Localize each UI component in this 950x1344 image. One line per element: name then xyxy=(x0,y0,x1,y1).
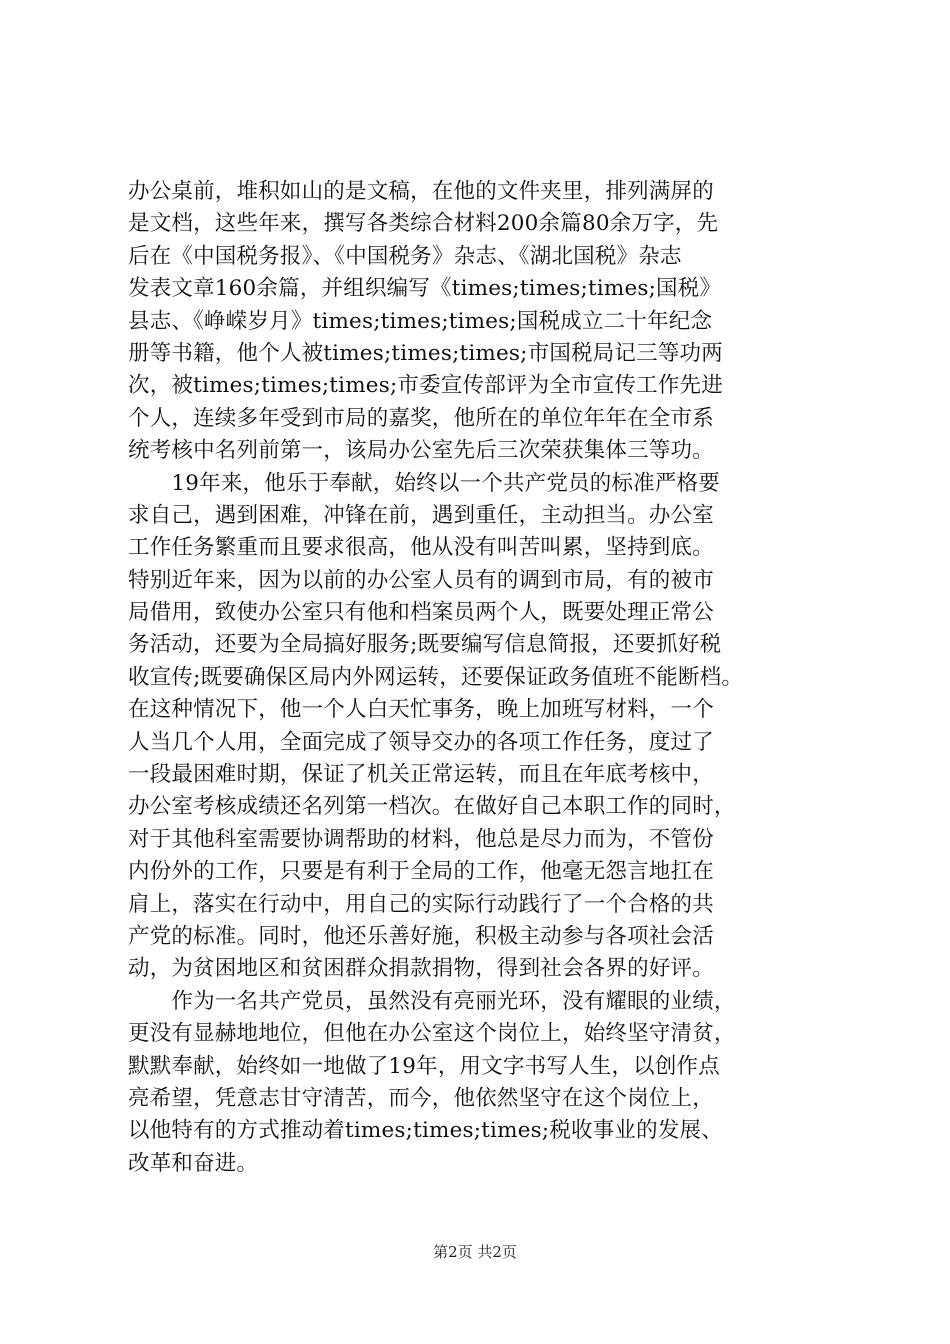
text-line: 内份外的工作，只要是有利于全局的工作，他毫无怨言地扛在 xyxy=(128,859,714,885)
text-line: 个人，连续多年受到市局的嘉奖，他所在的单位年年在全市系 xyxy=(128,405,714,431)
text-line: 动，为贫困地区和贫困群众捐款捐物，得到社会各界的好评。 xyxy=(128,956,714,982)
text-line: 一段最困难时期，保证了机关正常运转，而且在年底考核中， xyxy=(128,762,714,788)
text-line: 是文档，这些年来，撰写各类综合材料200余篇80余万字，先 xyxy=(128,211,719,237)
text-line: 工作任务繁重而且要求很高，他从没有叫苦叫累，坚持到底。 xyxy=(128,535,714,561)
text-line: 后在《中国税务报》、《中国税务》杂志、《湖北国税》杂志 xyxy=(128,243,682,269)
text-line: 收宣传;既要确保区局内外网运转，还要保证政务值班不能断档。 xyxy=(128,664,744,690)
text-line: 次，被times;times;times;市委宣传部评为全市宣传工作先进 xyxy=(128,373,723,399)
text-line: 特别近年来，因为以前的办公室人员有的调到市局，有的被市 xyxy=(128,567,714,593)
text-line: 产党的标准。同时，他还乐善好施，积极主动参与各项社会活 xyxy=(128,923,714,949)
text-line: 在这种情况下，他一个人白天忙事务，晚上加班写材料，一个 xyxy=(128,697,714,723)
text-line: 对于其他科室需要协调帮助的材料，他总是尽力而为，不管份 xyxy=(128,826,714,852)
text-line: 肩上，落实在行动中，用自己的实际行动践行了一个合格的共 xyxy=(128,891,714,917)
text-line: 更没有显赫地地位，但他在办公室这个岗位上，始终坚守清贫， xyxy=(128,1021,736,1047)
page-footer: 第2页 共2页 xyxy=(433,1243,517,1261)
text-line: 作为一名共产党员，虽然没有亮丽光环，没有耀眼的业绩， xyxy=(128,988,736,1014)
text-line: 县志、《峥嵘岁月》times;times;times;国税成立二十年纪念 xyxy=(128,308,713,334)
document-body xyxy=(128,176,828,1180)
text-line: 发表文章160余篇，并组织编写《times;times;times;国税》 xyxy=(128,276,722,302)
text-line: 改革和奋进。 xyxy=(128,1150,259,1176)
text-line: 办公桌前，堆积如山的是文稿，在他的文件夹里，排列满屏的 xyxy=(128,179,714,204)
text-line: 亮希望，凭意志甘守清苦，而今，他依然坚守在这个岗位上， xyxy=(128,1085,714,1111)
text-line: 册等书籍，他个人被times;times;times;市国税局记三等功两 xyxy=(128,340,723,366)
text-line: 局借用，致使办公室只有他和档案员两个人，既要处理正常公 xyxy=(128,600,714,626)
text-line: 务活动，还要为全局搞好服务;既要编写信息简报，还要抓好税 xyxy=(128,632,722,658)
text-line: 默默奉献，始终如一地做了19年，用文字书写人生，以创作点 xyxy=(128,1053,720,1079)
text-line: 人当几个人用，全面完成了领导交办的各项工作任务，度过了 xyxy=(128,729,714,755)
text-line: 求自己，遇到困难，冲锋在前，遇到重任，主动担当。办公室 xyxy=(128,502,714,528)
text-line: 以他特有的方式推动着times;times;times;税收事业的发展、 xyxy=(128,1118,723,1144)
text-line: 19年来，他乐于奉献，始终以一个共产党员的标准严格要 xyxy=(128,470,720,496)
text-line: 办公室考核成绩还名列第一档次。在做好自己本职工作的同时， xyxy=(128,794,736,820)
text-line: 统考核中名列前第一，该局办公室先后三次荣获集体三等功。 xyxy=(128,438,714,464)
